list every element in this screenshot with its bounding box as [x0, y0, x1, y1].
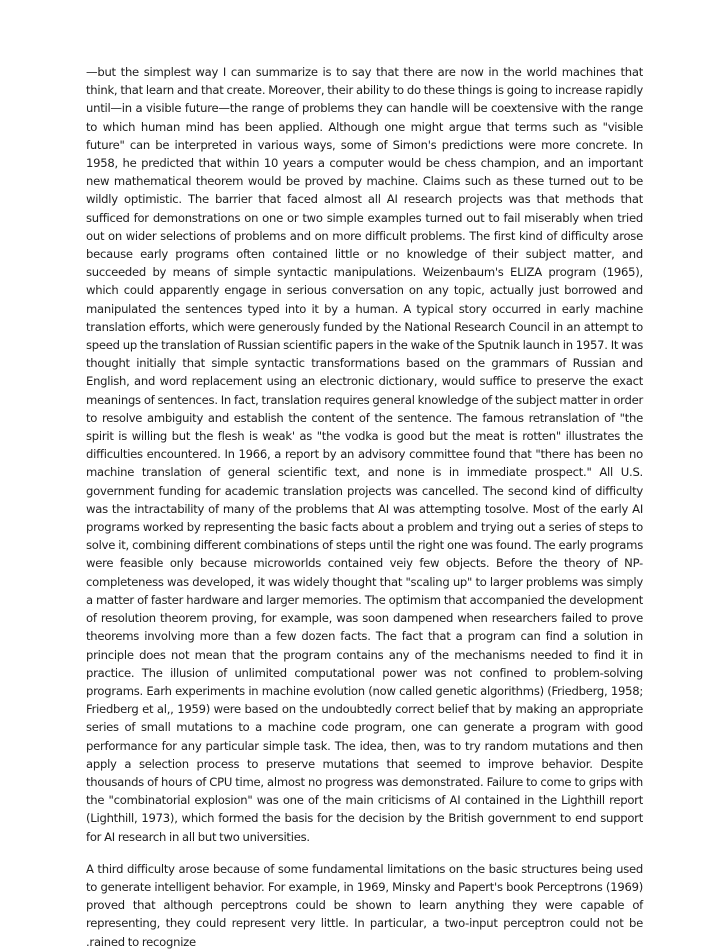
paragraph-2: A third difficulty arose because of some fundamental limitations on the basic structures being used to generate intelligent behavior. For example, in 1969, Minsky and Papert's book Perceptrons (1969) proved that although perceptrons could be shown to learn anything they were capable of representing, they could represent very little. In particular, a two-input perceptron could not be .rained to recognize	[86, 861, 643, 949]
paragraph-1: —but the simplest way I can summarize is to say that there are now in the world machines that think, that learn and that create. Moreover, their ability to do these things is going to increase rapidly until—in a visible future—the range of problems they can handle will be coextensive with the range to which human mind has been applied. Although one might argue that terms such as "visible future" can be interpreted in various ways, some of Simon's predictions were more concrete. In 1958, he predicted that within 10 years a computer would be chess champion, and an important new mathematical theorem would be proved by machine. Claims such as these turned out to be wildly optimistic. The barrier that faced almost all AI research projects was that methods that sufficed for demonstrations on one or two simple examples turned out to fail miserably when tried out on wider selections of problems and on more difficult problems. The first kind of difficulty arose because early programs often contained little or no knowledge of their subject matter, and succeeded by means of simple syntactic manipulations. Weizenbaum's ELIZA program (1965), which could apparently engage in serious conversation on any topic, actually just borrowed and manipulated the sentences typed into it by a human. A typical story occurred in early machine translation efforts, which were generously funded by the National Research Council in an attempt to speed up the translation of Russian scientific papers in the wake of the Sputnik launch in 1957. It was thought initially that simple syntactic transformations based on the grammars of Russian and English, and word replacement using an electronic dictionary, would suffice to preserve the exact meanings of sentences. In fact, translation requires general knowledge of the subject matter in order to resolve ambiguity and establish the content of the sentence. The famous retranslation of "the spirit is willing but the flesh is weak' as "the vodka is good but the meat is rotten" illustrates the difficulties encountered. In 1966, a report by an advisory committee found that "there has been no machine translation of general scientific text, and none is in immediate prospect." All U.S. government funding for academic translation projects was cancelled. The second kind of difficulty was the intractability of many of the problems that AI was attempting tosolve. Most of the early AI programs worked by representing the basic facts about a problem and trying out a series of steps to solve it, combining different combinations of steps until the right one was found. The early programs were feasible only because microworlds contained veiy few objects. Before the theory of NP-completeness was developed, it was widely thought that "scaling up" to larger problems was simply a matter of faster hardware and larger memories. The optimism that accompanied the development of resolution theorem proving, for example, was soon dampened when researchers failed to prove theorems involving more than a few dozen facts. The fact that a program can find a solution in principle does not mean that the program contains any of the mechanisms needed to find it in practice. The illusion of unlimited computational power was not confined to problem-solving programs. Earh experiments in machine evolution (now called genetic algorithms) (Friedberg, 1958; Friedberg et al,, 1959) were based on the undoubtedly correct belief that by making an appropriate series of small mutations to a machine code program, one can generate a program with good performance for any particular simple task. The idea, then, was to try random mutations and then apply a selection process to preserve mutations that seemed to improve behavior. Despite thousands of hours of CPU time, almost no progress was demonstrated. Failure to come to grips with the "combinatorial explosion" was one of the main criticisms of AI contained in the Lighthill report (Lighthill, 1973), which formed the basis for the decision by the British government to end support for AI research in all but two universities.	[86, 65, 643, 844]
document-page	[86, 63, 643, 951]
